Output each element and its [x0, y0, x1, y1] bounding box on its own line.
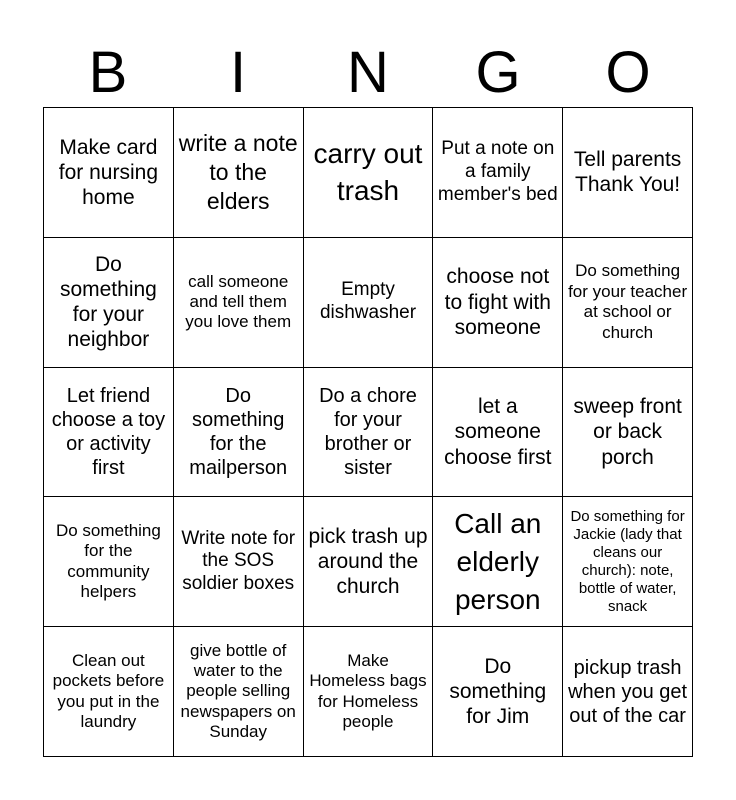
bingo-cell[interactable]: choose not to fight with someone [433, 238, 563, 368]
bingo-cell[interactable]: Do something for Jim [433, 627, 563, 757]
bingo-cell[interactable]: pick trash up around the church [304, 497, 434, 627]
bingo-cell[interactable]: Clean out pockets before you put in the laundry [44, 627, 174, 757]
bingo-cell[interactable]: carry out trash [304, 108, 434, 238]
bingo-card-grid [43, 107, 693, 757]
bingo-cell[interactable]: let a someone choose first [433, 368, 563, 498]
header-letter-o: O [605, 40, 651, 105]
header-letter-i: I [229, 40, 247, 105]
bingo-cell[interactable]: Let friend choose a toy or activity first [44, 368, 174, 498]
bingo-cell[interactable]: pickup trash when you get out of the car [563, 627, 693, 757]
header-letter-g: G [475, 40, 521, 105]
bingo-cell[interactable]: Do something for the community helpers [44, 497, 174, 627]
bingo-cell[interactable]: Do something for the mailperson [174, 368, 304, 498]
bingo-cell[interactable]: Do something for Jackie (lady that cleans our church): note, bottle of water, snack [563, 497, 693, 627]
bingo-cell[interactable]: Do something for your neighbor [44, 238, 174, 368]
bingo-cell[interactable]: Empty dishwasher [304, 238, 434, 368]
bingo-cell[interactable]: write a note to the elders [174, 108, 304, 238]
bingo-cell[interactable]: Make Homeless bags for Homeless people [304, 627, 434, 757]
header-letter-b: B [88, 40, 128, 105]
bingo-cell[interactable]: Write note for the SOS soldier boxes [174, 497, 304, 627]
bingo-cell[interactable]: Call an elderly person [433, 497, 563, 627]
header-letter-n: N [347, 40, 389, 105]
bingo-cell[interactable]: Make card for nursing home [44, 108, 174, 238]
bingo-cell[interactable]: Tell parents Thank You! [563, 108, 693, 238]
bingo-cell[interactable]: sweep front or back porch [563, 368, 693, 498]
bingo-cell[interactable]: Do something for your teacher at school or church [563, 238, 693, 368]
bingo-cell[interactable]: give bottle of water to the people selling newspapers on Sunday [174, 627, 304, 757]
bingo-header [43, 40, 693, 106]
bingo-cell[interactable]: call someone and tell them you love them [174, 238, 304, 368]
bingo-cell[interactable]: Put a note on a family member's bed [433, 108, 563, 238]
bingo-cell[interactable]: Do a chore for your brother or sister [304, 368, 434, 498]
